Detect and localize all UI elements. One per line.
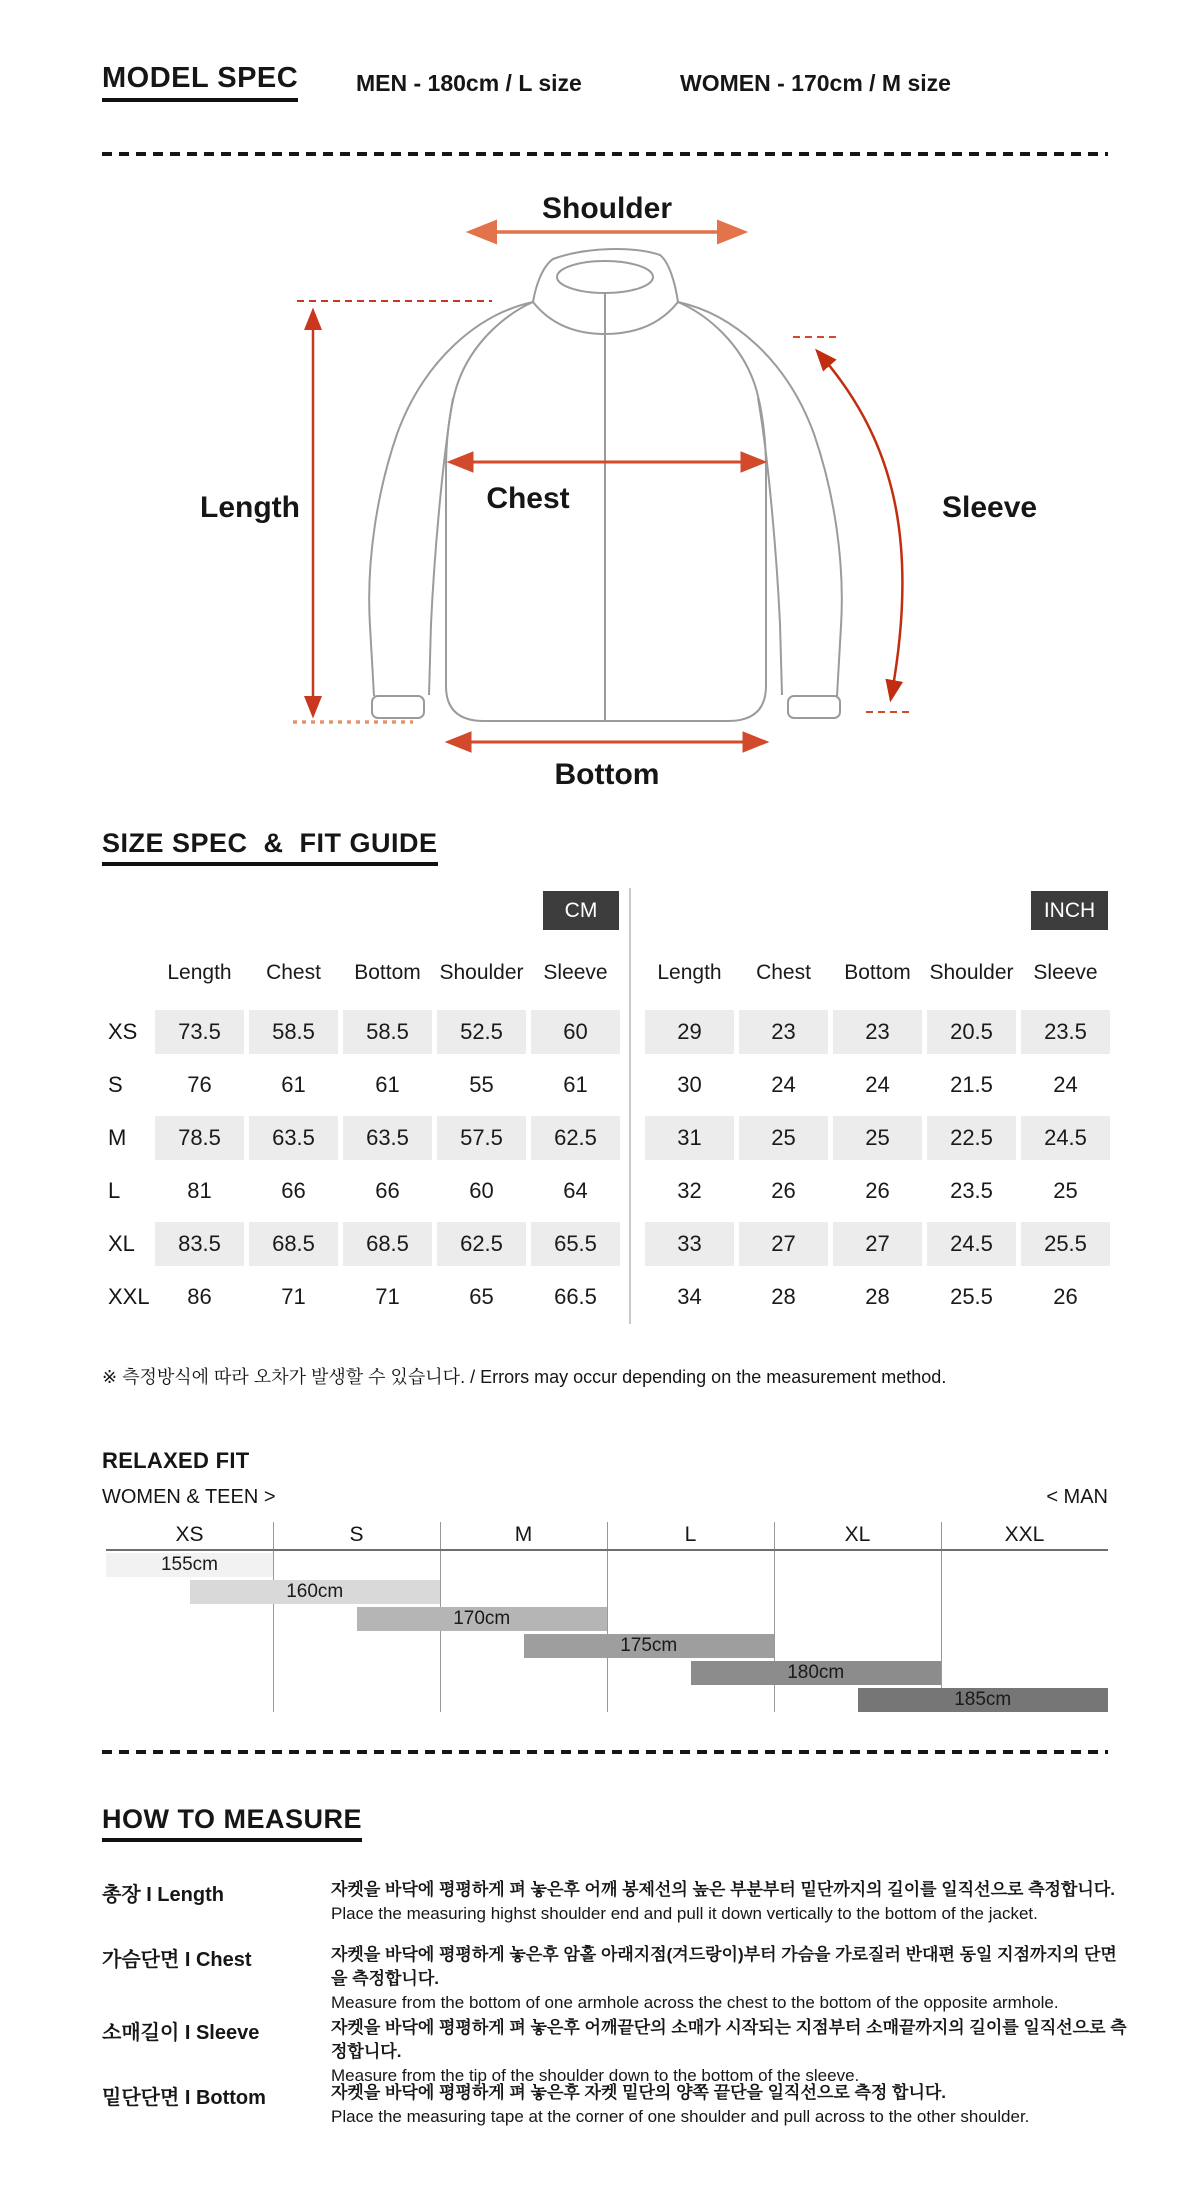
fit-axis-line: [106, 1549, 1108, 1551]
inch-value: 24.5: [1021, 1116, 1110, 1160]
inch-value: 26: [771, 1177, 796, 1203]
sleeve-arrow: [818, 352, 903, 698]
inch-value: 25: [1053, 1177, 1078, 1203]
inch-value: 27: [739, 1222, 828, 1266]
inch-row-l: [645, 1164, 1110, 1217]
measure-desc-ko: 자켓을 바닥에 평평하게 놓은후 암홀 아래지점(겨드랑이)부터 가슴을 가로질러 반대편 동일 지점까지의 단면을 측정합니다.: [331, 1945, 1117, 1988]
size-label: M: [108, 1124, 127, 1150]
fit-column-label-xs: XS: [175, 1523, 204, 1546]
column-header-shoulder: Shoulder: [439, 961, 524, 984]
inch-value: 26: [1053, 1283, 1078, 1309]
inch-value: 26: [865, 1177, 890, 1203]
inch-value: 29: [645, 1010, 734, 1054]
inch-value: 32: [677, 1177, 702, 1203]
cm-value: 86: [187, 1283, 212, 1309]
measure-desc: [331, 2081, 1131, 2129]
dashed-divider-bottom: [102, 1750, 1108, 1754]
fit-bar-160cm: 160cm: [190, 1580, 441, 1604]
inch-row-m: [645, 1111, 1110, 1164]
cm-value: 63.5: [343, 1116, 432, 1160]
inch-value: 25.5: [950, 1283, 993, 1309]
cm-value: 83.5: [155, 1222, 244, 1266]
inch-row-s: [645, 1058, 1110, 1111]
measure-desc: [331, 1878, 1131, 1926]
inch-value: 28: [865, 1283, 890, 1309]
measure-desc-en: Place the measuring tape at the corner of one shoulder and pull across to the other shoulder.: [331, 2107, 1030, 2126]
inch-row-xxl: [645, 1270, 1110, 1323]
cm-value: 73.5: [155, 1010, 244, 1054]
cm-row-m: [104, 1111, 620, 1164]
inch-value: 24: [771, 1071, 796, 1097]
column-header-bottom: Bottom: [354, 961, 421, 984]
measure-desc-en: Place the measuring highst shoulder end and pull it down vertically to the bottom of the jacket.: [331, 1904, 1038, 1923]
cm-value: 65.5: [531, 1222, 620, 1266]
fit-column-label-xl: XL: [844, 1523, 871, 1546]
cm-value: 61: [375, 1071, 400, 1097]
cm-table-rows: [104, 1005, 620, 1323]
size-label: XXL: [108, 1283, 150, 1309]
measure-term: 소매길이 I Sleeve: [102, 2022, 260, 2044]
inch-value: 27: [833, 1222, 922, 1266]
column-header-length: Length: [167, 961, 232, 984]
dashed-divider-top: [102, 152, 1108, 156]
column-header-bottom: Bottom: [844, 961, 911, 984]
inch-value: 33: [645, 1222, 734, 1266]
size-label: L: [108, 1177, 121, 1203]
fit-guide-title: RELAXED FIT: [102, 1448, 250, 1473]
cm-value: 63.5: [249, 1116, 338, 1160]
column-header-length: Length: [657, 961, 722, 984]
measure-desc: [331, 1943, 1131, 2015]
fit-guide-left-label: WOMEN & TEEN >: [102, 1486, 276, 1508]
cm-row-xs: [104, 1005, 620, 1058]
left-sleeve-inner: [429, 398, 453, 695]
cm-value: 76: [187, 1071, 212, 1097]
inch-value: 21.5: [950, 1071, 993, 1097]
cm-badge: CM: [543, 891, 619, 930]
length-label: Length: [200, 491, 300, 524]
cm-value: 52.5: [437, 1010, 526, 1054]
measure-desc-ko: 자켓을 바닥에 평평하게 펴 놓은후 자켓 밑단의 양쪽 끝단을 일직선으로 측정 합니다.: [331, 2083, 947, 2102]
cm-value: 68.5: [249, 1222, 338, 1266]
table-divider: [629, 888, 631, 1324]
inch-table-rows: [645, 1005, 1110, 1323]
cm-value: 58.5: [343, 1010, 432, 1054]
cm-value: 55: [469, 1071, 494, 1097]
inch-row-xs: [645, 1005, 1110, 1058]
cm-value: 65: [469, 1283, 494, 1309]
model-spec-men: MEN - 180cm / L size: [356, 70, 582, 96]
cm-value: 62.5: [437, 1222, 526, 1266]
right-sleeve-inner: [758, 398, 782, 695]
inch-value: 24: [1053, 1071, 1078, 1097]
column-header-chest: Chest: [266, 961, 321, 984]
inch-value: 22.5: [927, 1116, 1016, 1160]
column-header-shoulder: Shoulder: [929, 961, 1014, 984]
fit-column-label-l: L: [684, 1523, 697, 1546]
fit-bar-175cm: 175cm: [524, 1634, 775, 1658]
fit-column-label-xxl: XXL: [1004, 1523, 1045, 1546]
fit-bar-185cm: 185cm: [858, 1688, 1109, 1712]
measurement-note: ※ 측정방식에 따라 오차가 발생할 수 있습니다. / Errors may occur depending on the measurement method.: [102, 1367, 947, 1387]
left-cuff: [372, 696, 424, 718]
column-header-sleeve: Sleeve: [543, 961, 608, 984]
inch-size-table: [645, 950, 1110, 1323]
inch-value: 25.5: [1021, 1222, 1110, 1266]
inch-value: 28: [771, 1283, 796, 1309]
cm-table-header: [104, 950, 620, 996]
jacket-measurement-diagram: [0, 165, 1200, 815]
size-spec-title: SIZE SPEC & FIT GUIDE: [102, 828, 438, 866]
cm-value: 57.5: [437, 1116, 526, 1160]
inch-row-xl: [645, 1217, 1110, 1270]
cm-row-s: [104, 1058, 620, 1111]
measure-desc-ko: 자켓을 바닥에 평평하게 펴 놓은후 어깨 봉제선의 높은 부분부터 밑단까지의 길이를 일직선으로 측정합니다.: [331, 1880, 1115, 1899]
measure-desc: [331, 2016, 1131, 2088]
column-header-chest: Chest: [756, 961, 811, 984]
fit-guide-chart: [106, 1522, 1108, 1714]
size-label: S: [108, 1071, 123, 1097]
cm-value: 60: [469, 1177, 494, 1203]
cm-size-table: [104, 950, 620, 1323]
cm-value: 64: [563, 1177, 588, 1203]
how-to-measure-title: HOW TO MEASURE: [102, 1804, 362, 1842]
model-spec-title: MODEL SPEC: [102, 62, 298, 102]
fit-column-label-s: S: [349, 1523, 364, 1546]
sleeve-label: Sleeve: [942, 491, 1038, 524]
measure-desc-en: Measure from the tip of the shoulder down to the bottom of the sleeve.: [331, 2066, 860, 2085]
cm-value: 66.5: [554, 1283, 597, 1309]
column-header-sleeve: Sleeve: [1033, 961, 1098, 984]
size-label: XL: [108, 1230, 135, 1256]
measure-term: 밑단단면 I Bottom: [102, 2087, 266, 2109]
inch-value: 34: [677, 1283, 702, 1309]
cm-value: 66: [375, 1177, 400, 1203]
jacket-outline: [369, 249, 842, 721]
cm-value: 60: [531, 1010, 620, 1054]
inch-value: 30: [677, 1071, 702, 1097]
inch-value: 31: [645, 1116, 734, 1160]
cm-value: 81: [187, 1177, 212, 1203]
measure-term: 가슴단면 I Chest: [102, 1949, 252, 1971]
cm-value: 61: [563, 1071, 588, 1097]
cm-value: 68.5: [343, 1222, 432, 1266]
cm-value: 58.5: [249, 1010, 338, 1054]
fit-bar-180cm: 180cm: [691, 1661, 942, 1685]
bottom-label: Bottom: [554, 758, 660, 791]
inch-value: 25: [739, 1116, 828, 1160]
inch-value: 24: [865, 1071, 890, 1097]
cm-value: 61: [281, 1071, 306, 1097]
fit-column-label-m: M: [514, 1523, 533, 1546]
cm-value: 71: [375, 1283, 400, 1309]
shoulder-label: Shoulder: [541, 192, 673, 225]
inch-value: 24.5: [927, 1222, 1016, 1266]
cm-value: 66: [281, 1177, 306, 1203]
inch-value: 23.5: [950, 1177, 993, 1203]
inch-value: 25: [833, 1116, 922, 1160]
cm-row-xxl: [104, 1270, 620, 1323]
cm-value: 71: [281, 1283, 306, 1309]
chest-label: Chest: [486, 482, 570, 515]
fit-guide-right-label: < MAN: [1046, 1486, 1108, 1508]
cm-value: 78.5: [155, 1116, 244, 1160]
right-sleeve-outer: [678, 302, 842, 696]
inch-value: 23: [739, 1010, 828, 1054]
fit-bar-155cm: 155cm: [106, 1553, 273, 1577]
inch-value: 23.5: [1021, 1010, 1110, 1054]
model-spec-women: WOMEN - 170cm / M size: [680, 70, 951, 96]
inch-table-header: [645, 950, 1110, 996]
inch-badge: INCH: [1031, 891, 1108, 930]
cm-row-xl: [104, 1217, 620, 1270]
measure-term: 총장 I Length: [102, 1884, 224, 1906]
inch-value: 20.5: [927, 1010, 1016, 1054]
inch-value: 23: [833, 1010, 922, 1054]
cm-value: 62.5: [531, 1116, 620, 1160]
measure-desc-en: Measure from the bottom of one armhole across the chest to the bottom of the opposite armhole.: [331, 1993, 1059, 2012]
collar-opening: [557, 261, 653, 293]
right-cuff: [788, 696, 840, 718]
size-label: XS: [108, 1018, 138, 1044]
measure-desc-ko: 자켓을 바닥에 평평하게 펴 놓은후 어깨끝단의 소매가 시작되는 지점부터 소매끝까지의 길이를 일직선으로 측정합니다.: [331, 2018, 1127, 2061]
cm-row-l: [104, 1164, 620, 1217]
fit-bar-170cm: 170cm: [357, 1607, 608, 1631]
